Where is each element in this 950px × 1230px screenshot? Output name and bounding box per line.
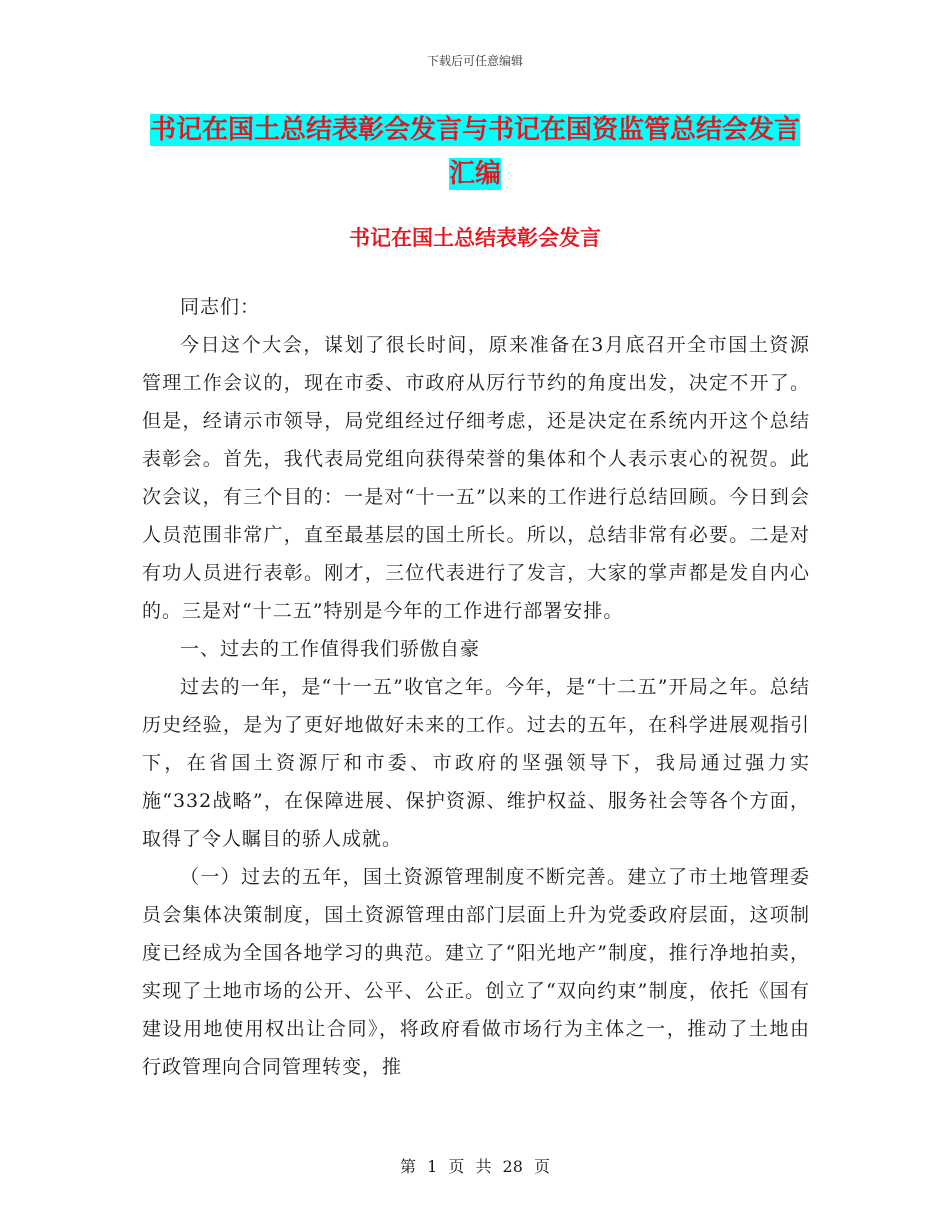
document-title — [140, 108, 810, 196]
section-title: 书记在国土总结表彰会发言 — [349, 226, 601, 250]
document-title-text: 书记在国土总结表彰会发言与书记在国资监管总结会发言汇编 — [149, 115, 800, 189]
body-paragraph: （一）过去的五年，国土资源管理制度不断完善。建立了市土地管理委员会集体决策制度，国土资源管理由部门层面上升为党委政府层面，这项制度已经成为全国各地学习的典范。建立了“阳光地产”制度，推行净地拍卖，实现了土地市场的公开、公平、公正。创立了“双向约束”制度，依托《国有建设用地使用权出让合同》，将政府看做市场行为主体之一，推动了土地由行政管理向合同管理转变，推 — [142, 866, 810, 1078]
body-text — [142, 288, 810, 1086]
intro-paragraph: 今日这个大会，谋划了很长时间，原来准备在3月底召开全市国土资源管理工作会议的，现在市委、市政府从厉行节约的角度出发，决定不开了。但是，经请示市领导，局党组经过仔细考虑，还是决定在系统内开这个总结表彰会。首先，我代表局党组向获得荣誉的集体和个人表示衷心的祝贺。此次会议，有三个目的：一是对“十一五”以来的工作进行总结回顾。今日到会人员范围非常广，直至最基层的国土所长。所以，总结非常有必要。二是对有功人员进行表彰。刚才，三位代表进行了发言，大家的掌声都是发自内心的。三是对“十二五”特别是今年的工作进行部署安排。 — [142, 334, 810, 622]
header-note: 下载后可任意编辑 — [426, 54, 523, 68]
salutation-paragraph: 同志们： — [180, 296, 261, 318]
page-number-footer: 第 1 页 共 28 页 — [400, 1157, 550, 1176]
heading-paragraph: 一、过去的工作值得我们骄傲自豪 — [180, 638, 481, 660]
body-paragraph: 过去的一年，是“十一五”收官之年。今年，是“十二五”开局之年。总结历史经验，是为了更好地做好未来的工作。过去的五年，在科学进展观指引下，在省国土资源厅和市委、市政府的坚强领导下，我局通过强力实施“332战略”，在保障进展、保护资源、维护权益、服务社会等各个方面，取得了令人瞩目的骄人成就。 — [142, 676, 810, 850]
